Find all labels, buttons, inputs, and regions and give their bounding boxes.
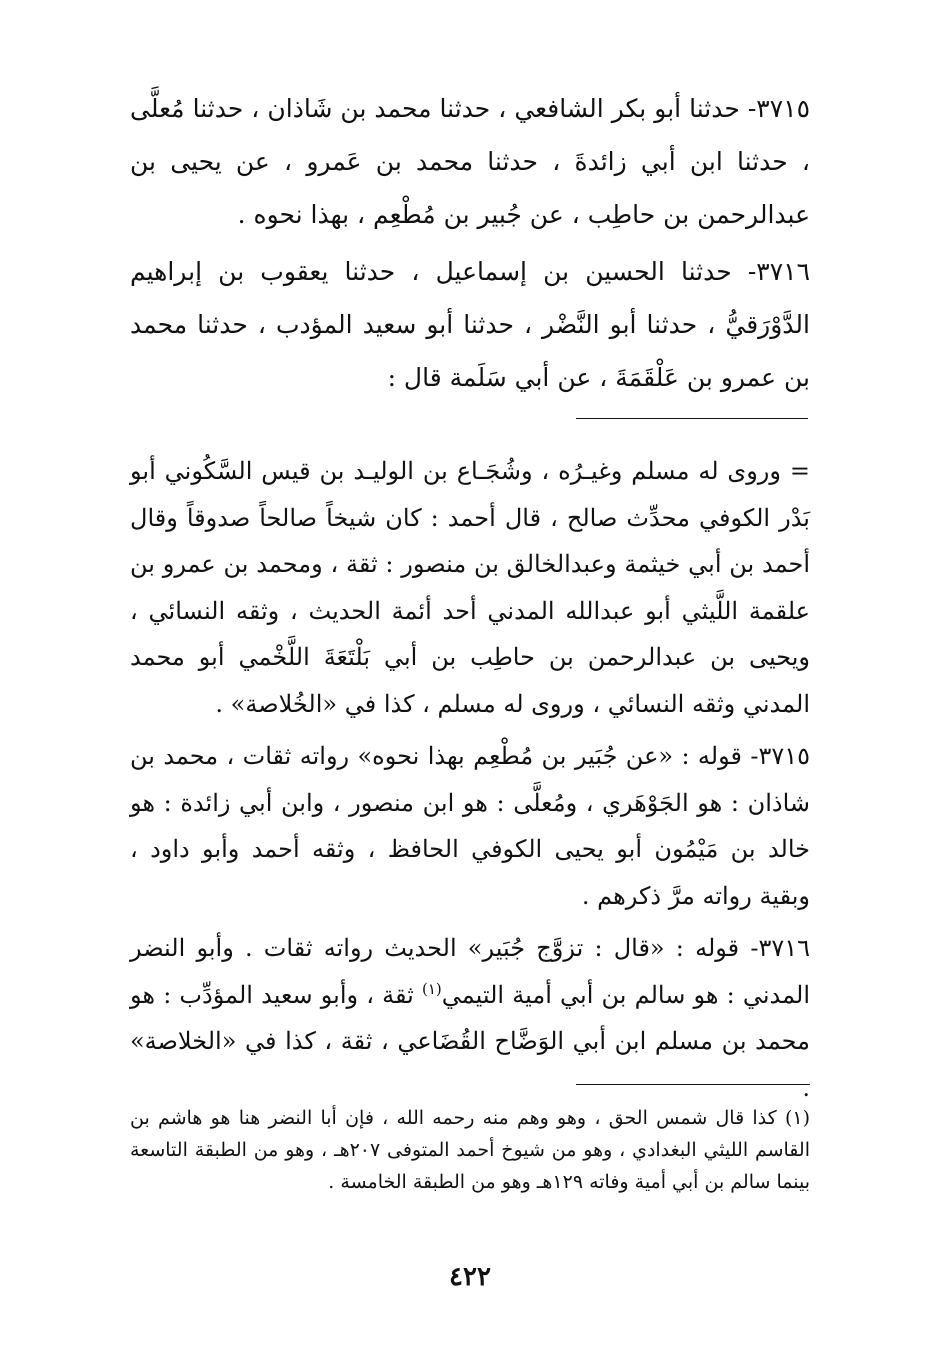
hadith-3716: ٣٧١٦- حدثنا الحسين بن إسماعيل ، حدثنا يعقوب بن إبراهيم الدَّوْرَقيُّ ، حدثنا أبو النَّضْر ، حدثنا أبو سعيد المؤدب ، حدثنا محمد بن عمرو بن عَلْقَمَةَ ، عن أبي سَلَمة قال : [130, 257, 810, 392]
commentary-text [130, 448, 810, 1111]
page-number: ٤٢٢ [449, 1262, 491, 1292]
commentary-continuation: = وروى له مسلم وغيـرُه ، وشُجَـاع بن الوليـد بن قيس السَّكُوني أبو بَدْر الكوفي محدِّث صالح ، قال أحمد : كان شيخاً صالحاً صدوقاً وقال أحمد بن أبي خيثمة وعبدالخالق بن منصور : ثقة ، ومحمد بن عمرو بن علقمة اللَّيثي أبو عبدالله المدني أحد أئمة الحديث ، وثقه النسائي ، ويحيى بن عبدالرحمن بن حاطِب بن أبي بَلْتَعَةَ اللَّخْمي أبو محمد المدني وثقه النسائي ، وروى له مسلم ، كذا في «الخُلاصة» . [130, 457, 810, 718]
commentary-3716-part1: ٣٧١٦- قوله : «قال : تزوَّج جُبَير» الحديث رواته ثقات . وأبو النضر المدني : هو سالم بن أبي أمية التيمي [130, 934, 810, 1009]
commentary-3715: ٣٧١٥- قوله : «عن جُبَير بن مُطْعِم بهذا نحوه» رواته ثقات ، محمد بن شاذان : هو الجَوْهَري ، ومُعلَّى : هو ابن منصور ، وابن أبي زائدة : هو خالد بن مَيْمُون أبو يحيى الكوفي الحافظ ، وثقه أحمد وأبو داود ، وبقية رواته مرَّ ذكرهم . [130, 742, 810, 910]
hadith-3715: ٣٧١٥- حدثنا أبو بكر الشافعي ، حدثنا محمد بن شَاذان ، حدثنا مُعلَّى ، حدثنا ابن أبي زائدةَ ، حدثنا محمد بن عَمرو ، عن يحيى بن عبدالرحمن بن حاطِب ، عن جُبير بن مُطْعِم ، بهذا نحوه . [130, 94, 810, 229]
footnote-marker: (١) [421, 979, 442, 998]
footnote-separator [576, 1084, 810, 1085]
footnote-area [130, 1102, 810, 1198]
main-text [130, 82, 810, 404]
commentary-3716-part2: ثقة ، وأبو سعيد المؤدِّب : هو محمد بن مسلم ابن أبي الوَضَّاح القُضَاعي ، ثقة ، كذا في «الخلاصة» . [130, 980, 810, 1102]
footnote-1: (١) كذا قال شمس الحق ، وهو وهم منه رحمه الله ، فإن أبا النضر هنا هو هاشم بن القاسم الليثي البغدادي ، وهو من شيوخ أحمد المتوفى ٢٠٧هـ ، وهو من الطبقة التاسعة بينما سالم بن أبي أمية وفاته ١٢٩هـ وهو من الطبقة الخامسة . [130, 1107, 810, 1193]
commentary-separator [576, 418, 808, 419]
